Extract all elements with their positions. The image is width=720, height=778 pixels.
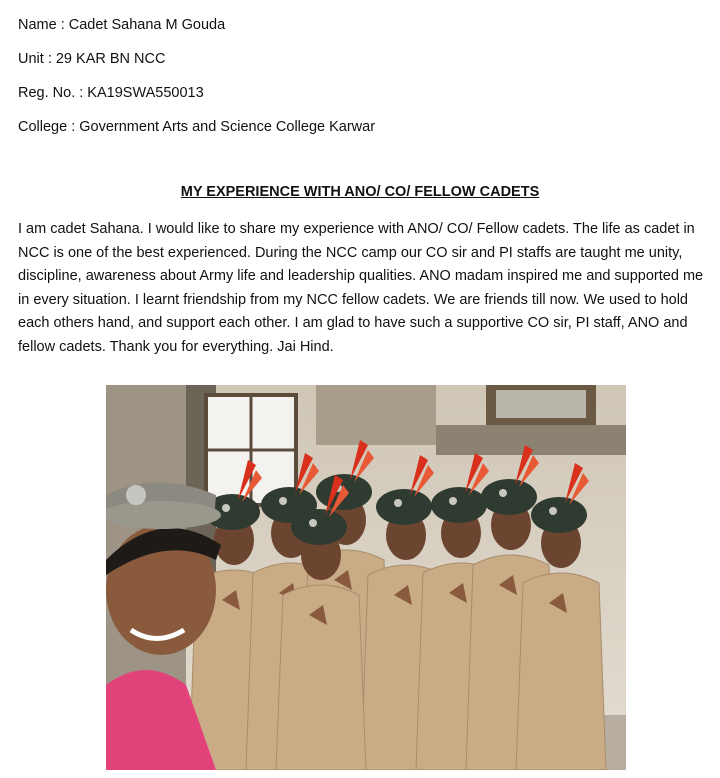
cadet-unit: Unit : 29 KAR BN NCC xyxy=(18,51,166,67)
wall-segment xyxy=(316,385,436,445)
essay-title: MY EXPERIENCE WITH ANO/ CO/ FELLOW CADETS xyxy=(180,184,540,200)
cadet-reg-no: Reg. No. : KA19SWA550013 xyxy=(18,85,204,101)
cadet-name: Name : Cadet Sahana M Gouda xyxy=(18,17,226,33)
group-photo xyxy=(106,385,626,770)
essay-body: I am cadet Sahana. I would like to share my experience with ANO/ CO/ Fellow cadets. The life as cadet in NCC is one of the best experienced. During the NCC camp our CO sir and PI staffs are taught me unity, discipline, awareness about Army life and leadership qualities. ANO madam inspired me and supported me in every situation. I learnt friendship from my NCC fellow cadets. We are friends till now. We used to hold each others hand, and support each other. I am glad to have such a supportive CO sir, PI staff, ANO and fellow cadets. Thank you for everything. Jai Hind. xyxy=(18,221,704,355)
group-photo-illustration xyxy=(106,385,626,770)
cadet-college: College : Government Arts and Science College Karwar xyxy=(18,119,376,135)
